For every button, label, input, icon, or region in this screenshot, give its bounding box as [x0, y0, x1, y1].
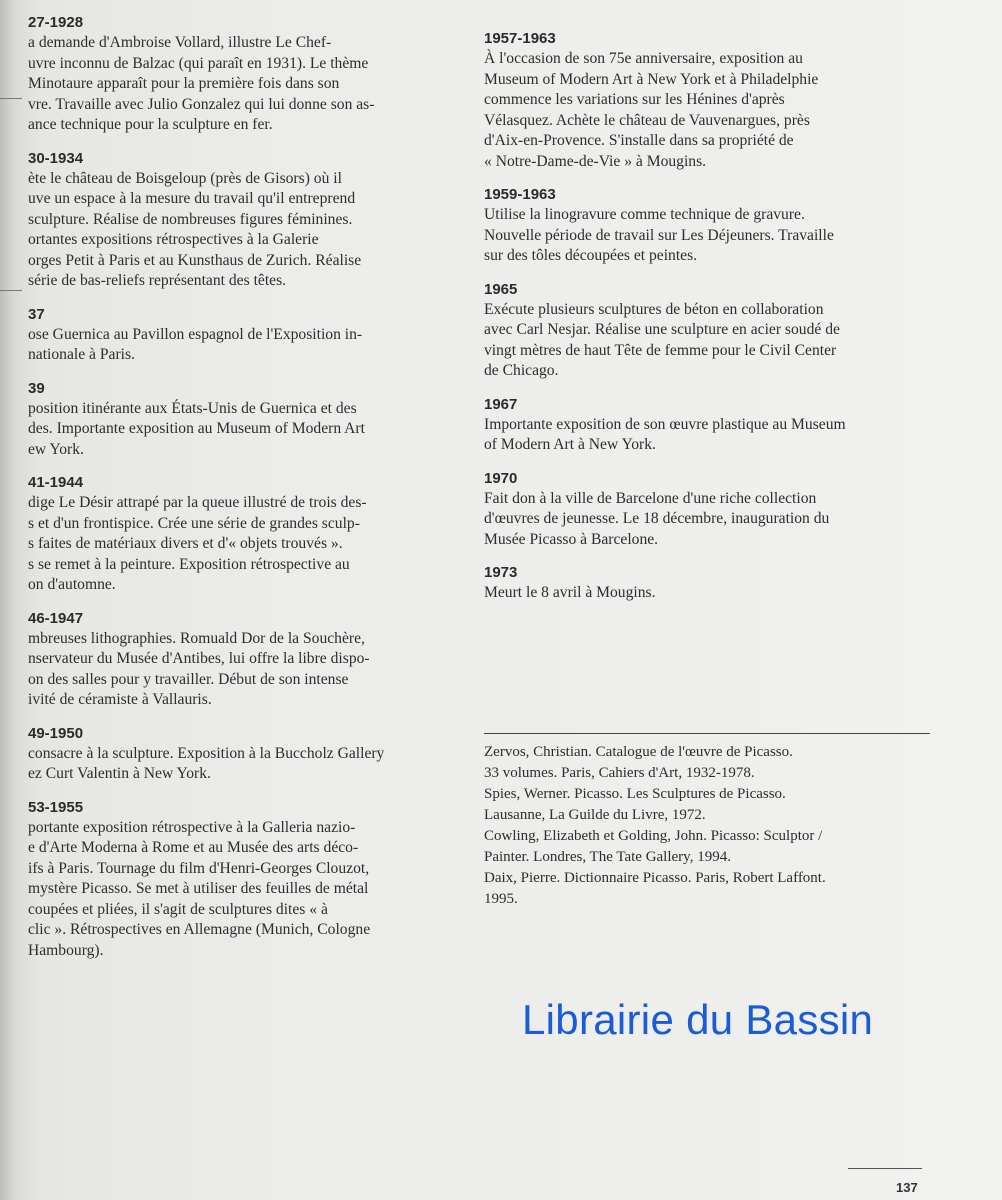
text-line: ez Curt Valentin à New York.	[28, 765, 211, 782]
right-column	[484, 30, 944, 618]
entry-year: 1957-1963	[484, 30, 556, 47]
timeline-entry	[28, 306, 458, 366]
text-line: Minotaure apparaît pour la première fois dans son	[28, 75, 340, 92]
text-line: Exécute plusieurs sculptures de béton en collaboration	[484, 300, 824, 318]
bibliography-line: Zervos, Christian. Catalogue de l'œuvre de Picasso.	[484, 744, 793, 760]
entry-text	[28, 818, 458, 962]
entry-year: 1970	[484, 469, 518, 487]
text-line: nservateur du Musée d'Antibes, lui offre la libre dispo-	[28, 650, 370, 667]
entry-text	[484, 489, 944, 551]
text-line: À l'occasion de son 75e anniversaire, exposition au	[484, 50, 803, 67]
text-line: ance technique pour la sculpture en fer.	[28, 116, 273, 133]
text-line: s et d'un frontispice. Crée une série de grandes sculp-	[28, 514, 360, 532]
entry-text	[484, 415, 944, 456]
text-line: Nouvelle période de travail sur Les Déjeuners. Travaille	[484, 226, 834, 244]
entry-year: 1965	[484, 280, 518, 298]
timeline-entry	[28, 150, 458, 292]
text-line: Musée Picasso à Barcelone.	[484, 530, 659, 548]
entry-text	[28, 33, 458, 136]
text-line: position itinérante aux États-Unis de Guernica et des	[28, 399, 357, 417]
bibliography-line: 33 volumes. Paris, Cahiers d'Art, 1932-1978.	[484, 765, 755, 781]
entry-year: 37	[28, 305, 45, 323]
timeline-entry	[484, 186, 944, 267]
text-line: e d'Arte Moderna à Rome et au Musée des arts déco-	[28, 839, 359, 856]
timeline-entry	[484, 281, 944, 382]
entry-year: 30-1934	[28, 149, 84, 167]
text-line: Hambourg).	[28, 941, 104, 959]
timeline-entry	[28, 14, 458, 136]
text-line: clic ». Rétrospectives en Allemagne (Munich, Cologne	[28, 921, 371, 938]
text-line: a demande d'Ambroise Vollard, illustre Le Chef-	[28, 34, 332, 51]
gutter-mark	[0, 290, 22, 291]
text-line: on des salles pour y travailler. Début de son intense	[28, 670, 349, 688]
timeline-entry	[28, 380, 458, 461]
text-line: Vélasquez. Achète le château de Vauvenargues, près	[484, 111, 810, 129]
entry-text	[484, 583, 944, 604]
text-line: Museum of Modern Art à New York et à Philadelphie	[484, 70, 819, 88]
text-line: vre. Travaille avec Julio Gonzalez qui lui donne son as-	[28, 95, 375, 113]
bibliography	[484, 742, 944, 910]
entry-year: 49-1950	[28, 724, 84, 742]
bookseller-watermark: Librairie du Bassin	[522, 996, 874, 1043]
text-line: sur des tôles découpées et peintes.	[484, 247, 698, 264]
bibliography-line: Lausanne, La Guilde du Livre, 1972.	[484, 807, 706, 823]
timeline-entry	[28, 474, 458, 596]
bibliography-line: Painter. Londres, The Tate Gallery, 1994.	[484, 849, 731, 865]
text-line: Fait don à la ville de Barcelone d'une riche collection	[484, 489, 817, 507]
entry-text	[484, 49, 944, 172]
entry-year: 53-1955	[28, 798, 84, 816]
entry-year: 39	[28, 379, 45, 397]
entry-year: 1973	[484, 564, 518, 581]
text-line: ose Guernica au Pavillon espagnol de l'Exposition in-	[28, 325, 363, 343]
text-line: de Chicago.	[484, 362, 559, 379]
text-line: ortantes expositions rétrospectives à la Galerie	[28, 231, 319, 248]
gutter-mark	[0, 98, 22, 99]
text-line: portante exposition rétrospective à la Galleria nazio-	[28, 818, 356, 836]
folio-rule	[848, 1168, 922, 1169]
entry-year: 1959-1963	[484, 186, 556, 203]
timeline-entry	[28, 610, 458, 711]
page-number: 137	[896, 1180, 918, 1195]
text-line: ète le château de Boisgeloup (près de Gisors) où il	[28, 169, 342, 187]
text-line: orges Petit à Paris et au Kunsthaus de Zurich. Réalise	[28, 251, 362, 269]
entry-text	[28, 169, 458, 292]
section-divider	[484, 733, 930, 734]
timeline-entry	[484, 470, 944, 551]
text-line: s faites de matériaux divers et d'« objets trouvés ».	[28, 535, 343, 552]
left-column	[28, 14, 458, 975]
timeline-entry	[484, 396, 944, 456]
entry-text	[28, 493, 458, 596]
entry-year: 41-1944	[28, 474, 84, 491]
entry-text	[28, 629, 458, 711]
text-line: uve un espace à la mesure du travail qu'il entreprend	[28, 190, 356, 207]
entry-year: 27-1928	[28, 14, 84, 31]
entry-text	[28, 399, 458, 461]
text-line: des. Importante exposition au Museum of Modern Art	[28, 420, 365, 437]
text-line: of Modern Art à New York.	[484, 436, 656, 453]
timeline-entry	[484, 564, 944, 604]
entry-year: 1967	[484, 395, 518, 413]
text-line: Meurt le 8 avril à Mougins.	[484, 584, 656, 601]
text-line: ew York.	[28, 440, 84, 458]
timeline-entry	[28, 799, 458, 962]
text-line: sculpture. Réalise de nombreuses figures féminines.	[28, 210, 353, 228]
text-line: mystère Picasso. Se met à utiliser des feuilles de métal	[28, 880, 369, 897]
text-line: Utilise la linogravure comme technique de gravure.	[484, 206, 805, 223]
text-line: d'œuvres de jeunesse. Le 18 décembre, inauguration du	[484, 510, 830, 527]
bibliography-line: Daix, Pierre. Dictionnaire Picasso. Paris, Robert Laffont.	[484, 870, 826, 886]
text-line: s se remet à la peinture. Exposition rétrospective au	[28, 555, 350, 573]
text-line: Importante exposition de son œuvre plastique au Museum	[484, 415, 846, 433]
entry-text	[28, 744, 458, 785]
timeline-entry	[28, 725, 458, 785]
text-line: « Notre-Dame-de-Vie » à Mougins.	[484, 152, 707, 170]
text-line: dige Le Désir attrapé par la queue illustré de trois des-	[28, 494, 367, 511]
text-line: coupées et pliées, il s'agit de sculptures dites « à	[28, 900, 328, 918]
text-line: ifs à Paris. Tournage du film d'Henri-Georges Clouzot,	[28, 859, 370, 877]
text-line: vingt mètres de haut Tête de femme pour le Civil Center	[484, 341, 837, 359]
text-line: on d'automne.	[28, 576, 116, 593]
text-line: consacre à la sculpture. Exposition à la Buccholz Gallery	[28, 744, 385, 762]
entry-text	[28, 325, 458, 366]
text-line: nationale à Paris.	[28, 346, 135, 363]
bibliography-line: Spies, Werner. Picasso. Les Sculptures de Picasso.	[484, 786, 786, 802]
entry-text	[484, 205, 944, 267]
bibliography-line: 1995.	[484, 891, 518, 907]
text-line: ivité de céramiste à Vallauris.	[28, 691, 212, 708]
entry-text	[484, 300, 944, 382]
text-line: série de bas-reliefs représentant des têtes.	[28, 272, 287, 289]
entry-year: 46-1947	[28, 609, 84, 627]
text-line: uvre inconnu de Balzac (qui paraît en 1931). Le thème	[28, 54, 369, 72]
text-line: d'Aix-en-Provence. S'installe dans sa propriété de	[484, 132, 794, 149]
text-line: avec Carl Nesjar. Réalise une sculpture en acier soudé de	[484, 321, 840, 338]
timeline-entry	[484, 30, 944, 172]
text-line: commence les variations sur les Hénines d'après	[484, 91, 785, 108]
text-line: mbreuses lithographies. Romuald Dor de la Souchère,	[28, 629, 365, 647]
bibliography-line: Cowling, Elizabeth et Golding, John. Picasso: Sculptor /	[484, 828, 823, 844]
